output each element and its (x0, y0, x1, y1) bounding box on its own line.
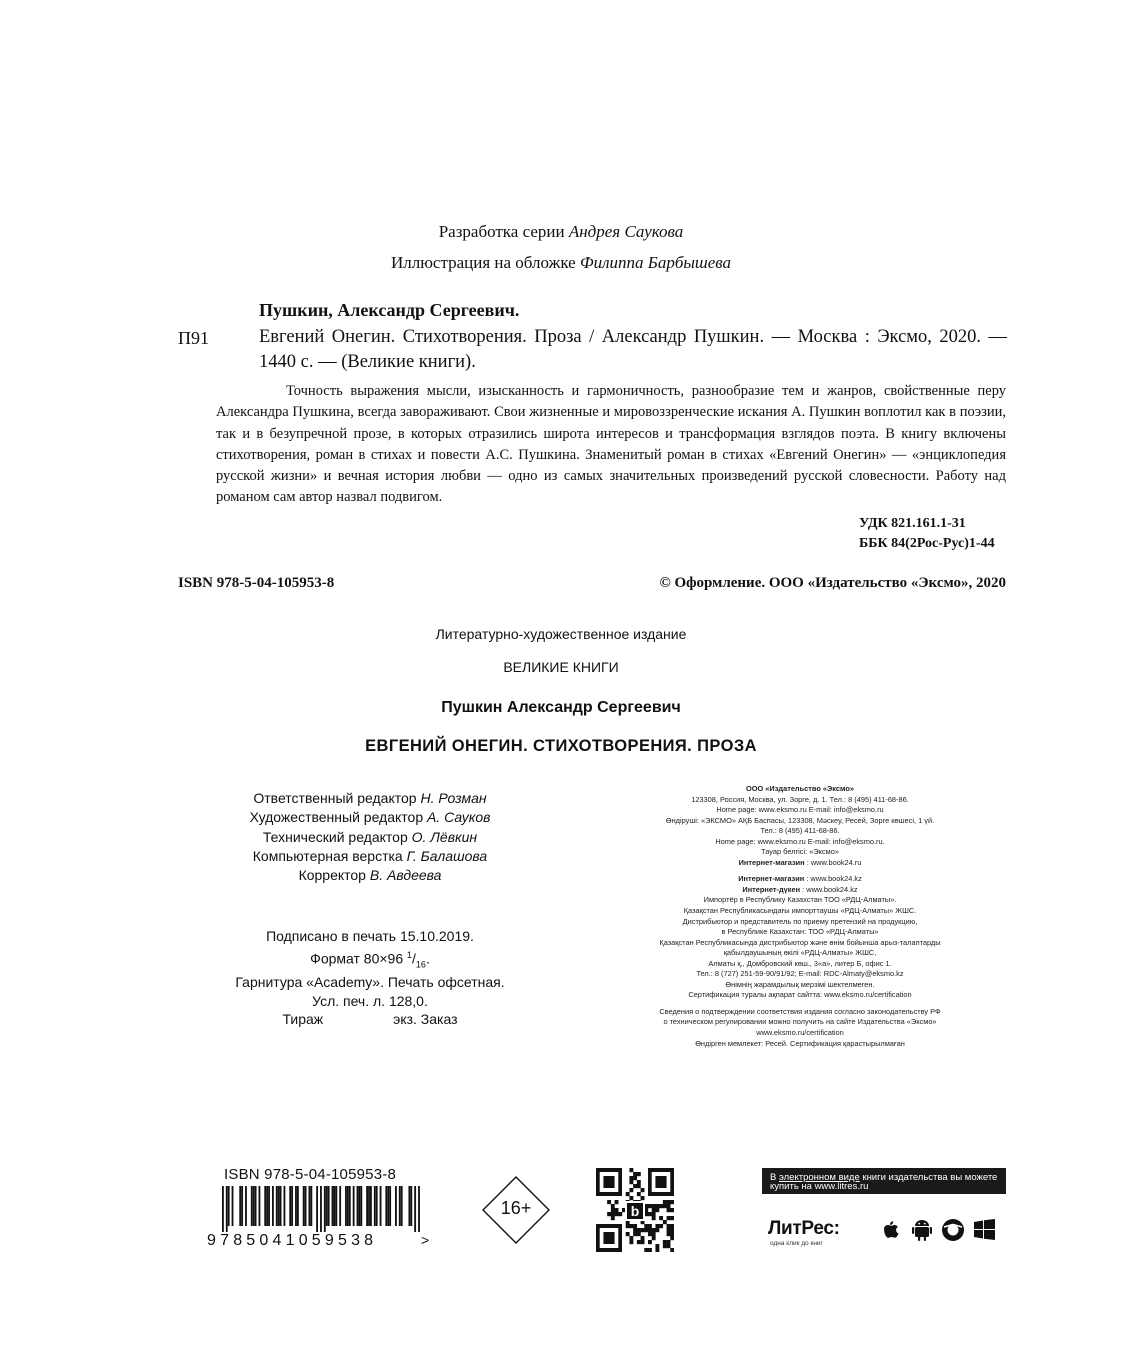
barcode-icon (222, 1186, 420, 1232)
litres-banner-line2: купить на www.litres.ru (770, 1181, 869, 1192)
apple-icon (884, 1221, 899, 1238)
signed-date: Подписано в печать 15.10.2019. (266, 928, 474, 944)
cover-credit: Иллюстрация на обложке Филиппа Барбышева (390, 253, 732, 272)
publisher-line: Өндірген мемлекет: Ресей. Сертификация қарастырылмаған (695, 1038, 905, 1048)
copyright-notice: © Оформление. ООО «Издательство «Эксмо», 2020 (659, 575, 1006, 591)
format: Формат 80×96 $^1/_{16}$. (310, 949, 430, 969)
publisher-line: Home page: www.eksmo.ru E-mail: info@eksmo.ru (716, 805, 884, 815)
publisher-line: Тауар белгісі: «Эксмо» (761, 847, 839, 857)
series-credit: Разработка серии Андрея Саукова (438, 222, 684, 241)
bbk-code: ББК 84(2Рос-Рус)1-44 (859, 536, 995, 551)
series-name: ВЕЛИКИЕ КНИГИ (503, 659, 619, 675)
publisher-line: Дистрибьютор и представитель по приему претензий на продукцию, (682, 916, 918, 926)
isbn-label: ISBN 978-5-04-105953-8 (178, 575, 335, 591)
catalog-author-heading: Пушкин, Александр Сергеевич. (259, 300, 520, 320)
udk-code: УДК 821.161.1-31 (859, 516, 966, 531)
annotation (216, 381, 1006, 509)
barcode-number: 9785041059538 (207, 1232, 378, 1249)
age-rating: 16+ (500, 1198, 532, 1218)
publisher-info (620, 784, 980, 1049)
print-details (180, 927, 560, 1029)
editorial-staff (180, 789, 560, 885)
imprint-author: Пушкин Александр Сергеевич (441, 699, 681, 716)
barcode-isbn: ISBN 978-5-04-105953-8 (224, 1166, 397, 1183)
cover-illustrator-name: Филиппа Барбышева (579, 253, 732, 272)
series-designer-name: Андрея Саукова (568, 222, 684, 241)
publisher-line: Сертификация туралы ақпарат сайтта: www.eksmo.ru/certification (688, 990, 912, 1000)
qr-code-icon (596, 1168, 674, 1252)
publisher-line: Тел.: 8 (495) 411-68-86. (760, 826, 840, 836)
publisher-name: ООО «Издательство «Эксмо» (746, 784, 854, 793)
publisher-line: 123308, Россия, Москва, ул. Зорге, д. 1. Тел.: 8 (495) 411-68-86. (691, 794, 909, 804)
staff-row: Технический редактор О. Лёвкин (262, 828, 478, 845)
shop-ru: Интернет-магазин : www.book24.ru (738, 857, 862, 867)
imprint-title: ЕВГЕНИЙ ОНЕГИН. СТИХОТВОРЕНИЯ. ПРОЗА (365, 737, 757, 755)
litres-tagline: одна клик до книг (770, 1240, 823, 1247)
annotation-text: Точность выражения мысли, изысканность и гармоничность, разнообразие тем и жанров, свойственные перу Александра Пушкина, всегда завораживают. Свои жизненные и мировоззренческие искания А. Пушкин воплотил как в поэзии, так и в безупречной прозе, в которых отразились широта интересов и трансформация взглядов поэта. В книгу включены стихотворения, роман в стихах и повести А.С. Пушкина. Знаменитый роман в стихах «Евгений Онегин» — «энциклопедия русской жизни» и вечная история любви — одно из самых значительных произведений русской словесности. Работу над романом сам автор назвал подвигом. (216, 383, 1006, 506)
printed-sheets: Усл. печ. л. 128,0. (312, 992, 428, 1009)
publisher-line: в Республике Казахстан: ТОО «РДЦ-Алматы» (721, 927, 879, 937)
edition-type: Литературно-художественное издание (435, 626, 687, 642)
publisher-line: о техническом регулировании можно получить на сайте Издательства «Эксмо» (663, 1017, 937, 1027)
publisher-line: Қазақстан Республикасында дистрибьютор және өнім бойынша арыз-талаптарды (659, 937, 941, 947)
staff-row: Художественный редактор А. Сауков (249, 809, 491, 826)
author-mark-code: П91 (178, 328, 209, 348)
litres-banner: В электронном виде книги издательства вы можете (762, 1168, 1006, 1194)
shop-kz-2: Интернет-дүкен : www.book24.kz (742, 884, 858, 894)
litres-logo: ЛитРес: (768, 1218, 840, 1239)
publisher-line: Өндіруші: «ЭКСМО» АҚБ Баспасы, 123308, Мәскеу, Ресей, Зорге көшесі, 1 үй. (665, 815, 935, 825)
svg-text:b: b (630, 1203, 640, 1219)
barcode-arrow: > (421, 1232, 430, 1248)
run-and-order: Тираж экз. Заказ (282, 1011, 458, 1028)
publisher-line: www.eksmo.ru/certification (756, 1028, 844, 1038)
staff-row: Корректор В. Авдеева (298, 867, 442, 884)
publisher-line: Өнімнің жарамдылық мерзімі шектелмеген. (725, 979, 875, 989)
publisher-line: Home page: www.eksmo.ru E-mail: info@eksmo.ru. (715, 836, 885, 846)
platform-icons (880, 1216, 1000, 1246)
staff-row: Компьютерная верстка Г. Балашова (252, 847, 488, 864)
publisher-line: Алматы қ., Домбровский көш., 3«а», литер Б, офис 1. (708, 958, 892, 968)
bibliographic-description: Евгений Онегин. Стихотворения. Проза / Александр Пушкин. — Москва : Эксмо, 2020. — 1440 с. — (Великие книги). (259, 327, 1007, 372)
classification-codes (859, 514, 995, 554)
publisher-line: Сведения о подтверждении соответствия издания согласно законодательству РФ (659, 1006, 941, 1016)
browser-icon (942, 1219, 964, 1241)
windows-icon (974, 1219, 995, 1240)
typeface: Гарнитура «Academy». Печать офсетная. (235, 974, 505, 991)
publisher-line: Импортёр в Республику Казахстан ТОО «РДЦ-Алматы». (703, 895, 897, 905)
android-icon (912, 1220, 932, 1241)
publisher-line: Тел.: 8 (727) 251-59-90/91/92; E-mail: RDC-Almaty@eksmo.kz (696, 969, 904, 979)
shop-kz: Интернет-магазин : www.book24.kz (738, 874, 862, 884)
staff-row: Ответственный редактор Н. Розман (253, 790, 487, 806)
publisher-line: қабылдаушының өкілі «РДЦ-Алматы» ЖШС, (723, 948, 877, 958)
publisher-line: Қазақстан Республикасындағы импорттаушы «РДЦ-Алматы» ЖШС. (683, 906, 917, 916)
